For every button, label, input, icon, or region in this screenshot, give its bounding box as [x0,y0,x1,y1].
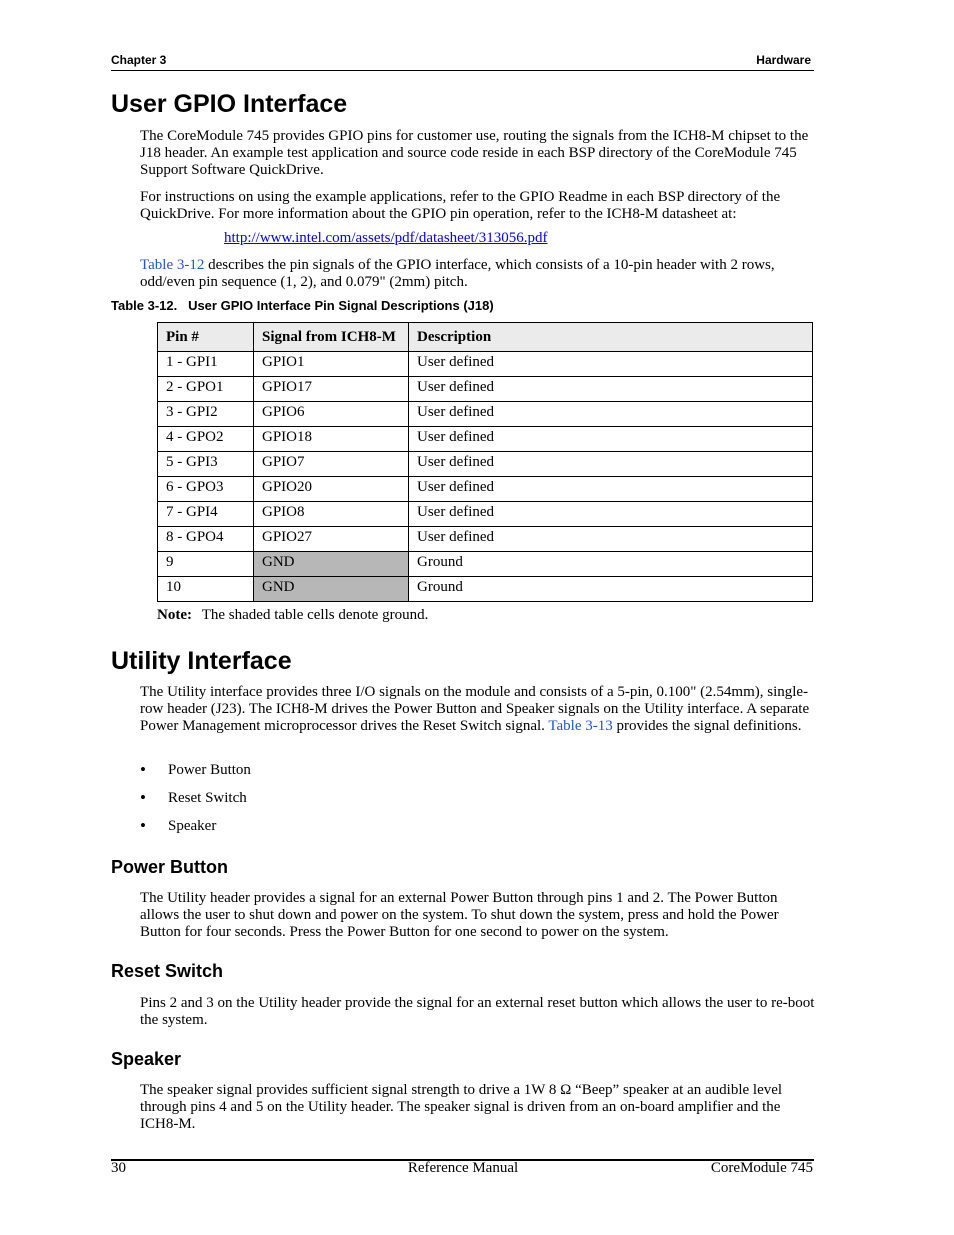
datasheet-link[interactable]: http://www.intel.com/assets/pdf/datasheet/313056.pdf [224,230,548,246]
power-button-paragraph: The Utility header provides a signal for an external Power Button through pins 1 and 2. The Power Button allows the user to shut down and power on the system. To shut down the system, press and hold the Power Button for four seconds. Press the Power Button for one second to power on the system. [140,890,779,940]
utility-paragraph-text-b: provides the signal definitions. [612,718,802,734]
table-row [158,552,813,577]
gpio-paragraph-1: The CoreModule 745 provides GPIO pins for customer use, routing the signals from the ICH8-M chipset to the J18 header. An example test application and source code reside in each BSP directory of the CoreModule 745 Support Software QuickDrive. [140,128,809,178]
gpio-paragraph-3-text: describes the pin signals of the GPIO interface, which consists of a 10-pin header with 2 rows, odd/even pin sequence (1, 2), and 0.079" (2mm) pitch. [140,257,775,290]
cell-pin: 9 [158,552,254,577]
table-3-13-xref[interactable]: Table 3-13 [548,718,613,734]
cell-signal: GPIO7 [254,452,409,477]
table-caption: Table 3-12. User GPIO Interface Pin Signal Descriptions (J18) [111,298,494,313]
cell-description: User defined [409,527,813,552]
cell-description: User defined [409,352,813,377]
list-item-text: Reset Switch [168,790,247,806]
table-row [158,577,813,602]
reset-switch-paragraph: Pins 2 and 3 on the Utility header provide the signal for an external reset button which allows the user to re-boot the system. [140,995,815,1028]
gpio-heading: User GPIO Interface [111,90,348,118]
cell-signal-ground-shaded: GND [254,552,409,577]
table-row [158,477,813,502]
table-row [158,452,813,477]
cell-description: User defined [409,402,813,427]
running-header-section: Hardware [756,53,811,67]
running-header-chapter: Chapter 3 [111,53,167,67]
cell-signal: GPIO6 [254,402,409,427]
table-header-row [158,323,813,352]
power-button-heading: Power Button [111,857,228,877]
table-row [158,502,813,527]
cell-signal: GPIO20 [254,477,409,502]
reset-switch-heading: Reset Switch [111,961,224,981]
cell-pin: 10 [158,577,254,602]
cell-description: User defined [409,452,813,477]
table-row [158,527,813,552]
table-row [158,402,813,427]
cell-pin: 2 - GPO1 [158,377,254,402]
cell-description: User defined [409,502,813,527]
header-pin: Pin # [158,323,254,352]
cell-pin: 6 - GPO3 [158,477,254,502]
cell-pin: 5 - GPI3 [158,452,254,477]
footer-product: CoreModule 745 [710,1160,813,1176]
header-description: Description [409,323,813,352]
bullet-icon: • [140,760,146,779]
utility-paragraph-text-a: The Utility interface provides three I/O signals on the module and consists of a 5-pin, 0.100" (2.54mm), single-row header (J23). The ICH8-M drives the Power Button and Speaker signals on the Utility interface. A separate Power Management microprocessor drives the Reset Switch signal. [140,684,810,734]
cell-description: Ground [409,577,813,602]
table-row [158,377,813,402]
bullet-icon: • [140,788,146,807]
cell-description: User defined [409,377,813,402]
gpio-paragraph-2: For instructions on using the example applications, refer to the GPIO Readme in each BSP directory of the QuickDrive. For more information about the GPIO pin operation, refer to the ICH8-M datasheet at: [140,189,781,222]
note-label: Note: [157,607,192,623]
list-item-text: Speaker [168,818,217,834]
utility-heading: Utility Interface [111,647,292,675]
cell-description: User defined [409,427,813,452]
cell-description: User defined [409,477,813,502]
note-text: The shaded table cells denote ground. [201,607,429,623]
cell-signal: GPIO8 [254,502,409,527]
footer-title: Reference Manual [407,1160,519,1176]
table-3-12-xref[interactable]: Table 3-12 [140,257,205,273]
cell-pin: 3 - GPI2 [158,402,254,427]
table-row [158,352,813,377]
table-note [157,607,428,624]
gpio-pin-table [157,322,813,602]
header-signal: Signal from ICH8-M [254,323,409,352]
cell-pin: 4 - GPO2 [158,427,254,452]
cell-signal: GPIO1 [254,352,409,377]
table-row [158,427,813,452]
gpio-paragraph-3 [140,257,815,291]
cell-pin: 1 - GPI1 [158,352,254,377]
utility-paragraph [140,684,815,735]
header-rule [111,70,814,71]
cell-pin: 7 - GPI4 [158,502,254,527]
cell-signal: GPIO18 [254,427,409,452]
speaker-heading: Speaker [111,1049,182,1069]
list-item-text: Power Button [168,762,251,778]
cell-signal: GPIO27 [254,527,409,552]
bullet-icon: • [140,816,146,835]
cell-signal: GPIO17 [254,377,409,402]
cell-pin: 8 - GPO4 [158,527,254,552]
cell-signal-ground-shaded: GND [254,577,409,602]
page-number: 30 [111,1160,126,1176]
speaker-paragraph: The speaker signal provides sufficient signal strength to drive a 1W 8 Ω “Beep” speaker at an audible level through pins 4 and 5 on the Utility header. The speaker signal is driven from an on-board amplifier and the ICH8-M. [140,1082,783,1132]
cell-description: Ground [409,552,813,577]
